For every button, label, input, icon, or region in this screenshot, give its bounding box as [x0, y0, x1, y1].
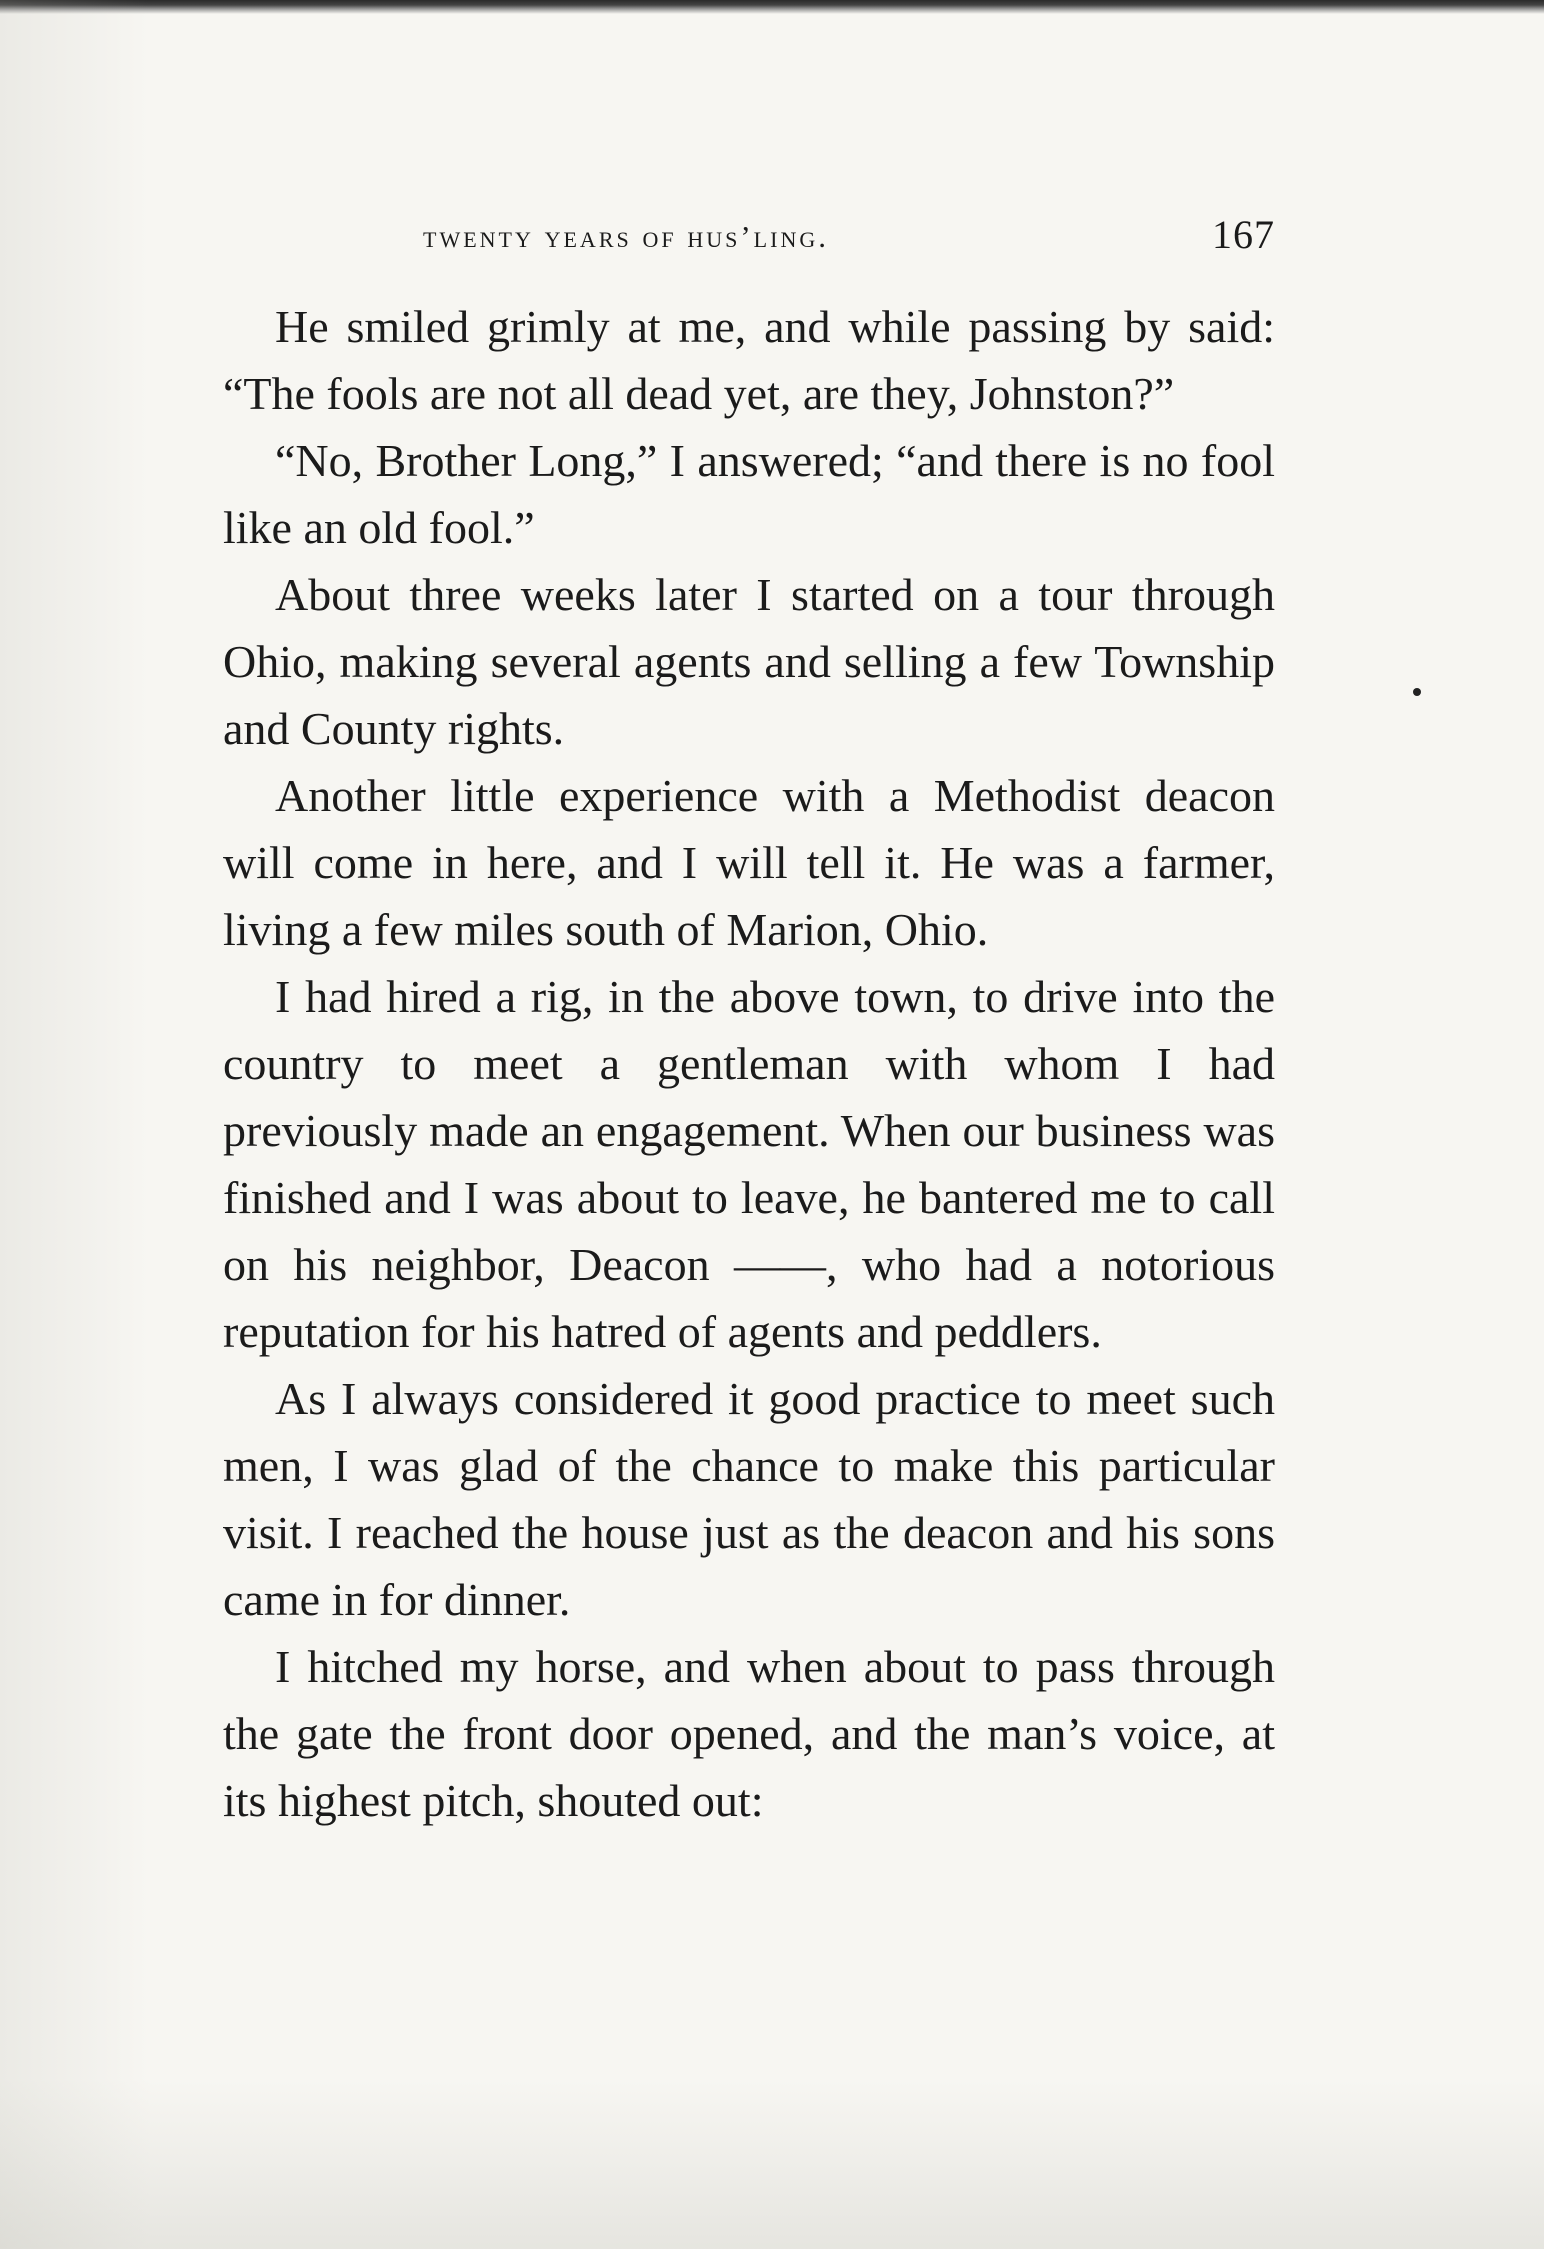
paragraph: He smiled grimly at me, and while passing by said: “The fools are not all dead yet, are they, Johnston?”	[223, 301, 1275, 419]
paragraph: “No, Brother Long,” I answered; “and there is no fool like an old fool.”	[223, 435, 1275, 553]
paragraph: About three weeks later I started on a tour through Ohio, making several agents and selling a few Township and County rights.	[223, 569, 1275, 754]
scan-bottom-shading	[0, 2079, 1544, 2249]
scan-left-shading	[0, 0, 150, 2249]
page-header	[223, 205, 1275, 267]
paragraph: I had hired a rig, in the above town, to drive into the country to meet a gentleman with whom I had previously made an engagement. When our business was finished and I was about to leave, he bantered me to call on his neighbor, Deacon ——, who had a notorious reputation for his hatred of agents and peddlers.	[223, 971, 1275, 1357]
ink-speck	[1413, 688, 1421, 696]
scan-top-edge	[0, 0, 1544, 14]
paragraph: I hitched my horse, and when about to pass through the gate the front door opened, and the man’s voice, at its highest pitch, shouted out:	[223, 1641, 1275, 1826]
body-text	[223, 293, 1275, 1834]
paragraph: Another little experience with a Methodist deacon will come in here, and I will tell it. He was a farmer, living a few miles south of Marion, Ohio.	[223, 770, 1275, 955]
book-page	[223, 205, 1275, 1834]
running-title: twenty years of hus’ling.	[423, 219, 829, 254]
page-number: 167	[1212, 212, 1275, 257]
paragraph: As I always considered it good practice to meet such men, I was glad of the chance to make this particular visit. I reached the house just as the deacon and his sons came in for dinner.	[223, 1373, 1275, 1625]
